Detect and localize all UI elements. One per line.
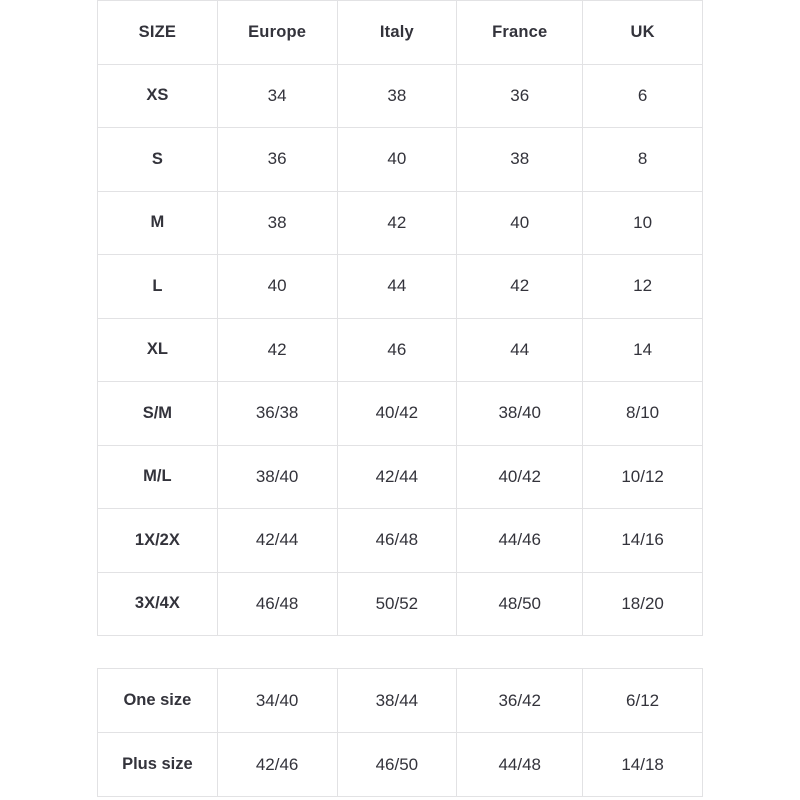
one-size-table-body [98,669,703,797]
table-cell-europe: 34 [217,64,337,128]
table-cell-italy: 44 [337,255,457,319]
table-row [98,733,703,797]
table-header [98,1,703,65]
table-cell-size: S/M [98,382,218,446]
column-header-europe: Europe [217,1,337,65]
table-cell-france: 40/42 [457,445,583,509]
table-cell-italy: 42/44 [337,445,457,509]
table-cell-size: S [98,128,218,192]
table-cell-uk: 18/20 [583,572,703,636]
table-cell-france: 38 [457,128,583,192]
table-row [98,669,703,733]
table-cell-europe: 34/40 [217,669,337,733]
table-row [98,128,703,192]
table-cell-europe: 46/48 [217,572,337,636]
table-cell-uk: 8/10 [583,382,703,446]
table-cell-italy: 46/50 [337,733,457,797]
table-cell-uk: 6 [583,64,703,128]
table-row [98,445,703,509]
column-header-uk: UK [583,1,703,65]
table-cell-size: XS [98,64,218,128]
table-header-row [98,1,703,65]
column-header-france: France [457,1,583,65]
table-cell-france: 48/50 [457,572,583,636]
table-cell-uk: 6/12 [583,669,703,733]
table-cell-europe: 38/40 [217,445,337,509]
table-cell-europe: 40 [217,255,337,319]
table-cell-size: 3X/4X [98,572,218,636]
table-cell-size: One size [98,669,218,733]
table-gap-divider [97,636,703,668]
table-cell-europe: 42/46 [217,733,337,797]
table-cell-europe: 42/44 [217,509,337,573]
table-cell-uk: 12 [583,255,703,319]
table-cell-france: 40 [457,191,583,255]
column-header-size: SIZE [98,1,218,65]
table-cell-size: M [98,191,218,255]
table-row [98,382,703,446]
table-cell-uk: 8 [583,128,703,192]
table-cell-europe: 36 [217,128,337,192]
table-cell-italy: 38 [337,64,457,128]
table-cell-france: 36 [457,64,583,128]
table-cell-france: 44/46 [457,509,583,573]
table-cell-france: 38/40 [457,382,583,446]
table-row [98,255,703,319]
table-cell-italy: 40/42 [337,382,457,446]
table-row [98,318,703,382]
table-cell-size: XL [98,318,218,382]
table-cell-italy: 42 [337,191,457,255]
table-cell-size: M/L [98,445,218,509]
one-size-table [97,668,703,797]
table-cell-france: 42 [457,255,583,319]
table-cell-uk: 10/12 [583,445,703,509]
table-cell-uk: 14 [583,318,703,382]
table-cell-europe: 36/38 [217,382,337,446]
table-cell-uk: 14/16 [583,509,703,573]
table-row [98,509,703,573]
table-cell-europe: 38 [217,191,337,255]
table-cell-france: 36/42 [457,669,583,733]
table-cell-uk: 14/18 [583,733,703,797]
table-cell-size: 1X/2X [98,509,218,573]
column-header-italy: Italy [337,1,457,65]
table-cell-europe: 42 [217,318,337,382]
table-cell-size: Plus size [98,733,218,797]
table-row [98,191,703,255]
table-row [98,64,703,128]
table-cell-italy: 50/52 [337,572,457,636]
table-row [98,572,703,636]
table-body [98,64,703,636]
size-conversion-table [97,0,703,636]
table-cell-italy: 46/48 [337,509,457,573]
table-cell-italy: 46 [337,318,457,382]
table-cell-italy: 38/44 [337,669,457,733]
table-cell-italy: 40 [337,128,457,192]
table-cell-france: 44/48 [457,733,583,797]
table-cell-france: 44 [457,318,583,382]
table-cell-uk: 10 [583,191,703,255]
table-cell-size: L [98,255,218,319]
